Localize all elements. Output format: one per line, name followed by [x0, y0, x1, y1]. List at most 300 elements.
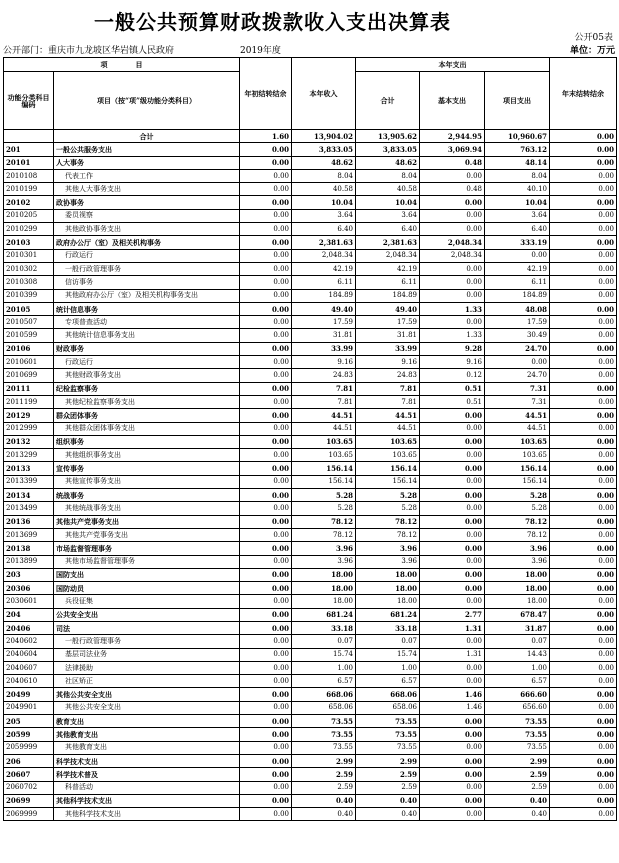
income-cell: 7.81	[292, 382, 356, 395]
end-balance-cell: 0.00	[550, 449, 617, 462]
subject-name-cell: 合计	[54, 130, 240, 143]
total-cell: 681.24	[356, 608, 420, 621]
end-balance-cell: 0.00	[550, 329, 617, 342]
total-cell: 44.51	[356, 422, 420, 435]
end-balance-cell: 0.00	[550, 489, 617, 502]
income-cell: 7.81	[292, 395, 356, 408]
project-expenditure-cell: 6.57	[485, 675, 550, 688]
subject-code-cell: 204	[4, 608, 54, 621]
income-cell: 3,833.05	[292, 143, 356, 156]
begin-balance-cell: 0.00	[240, 422, 292, 435]
end-balance-cell: 0.00	[550, 528, 617, 541]
subject-code-cell: 20102	[4, 196, 54, 209]
subject-name-cell: 统计信息事务	[54, 302, 240, 315]
total-cell: 78.12	[356, 528, 420, 541]
total-cell: 44.51	[356, 409, 420, 422]
subject-code-cell: 2040604	[4, 648, 54, 661]
total-cell: 9.16	[356, 356, 420, 369]
subject-name-header: 项目（按“项”级功能分类科目）	[54, 72, 240, 130]
basic-expenditure-cell: 0.00	[420, 449, 485, 462]
subject-code-cell: 201	[4, 143, 54, 156]
begin-balance-cell: 0.00	[240, 754, 292, 767]
income-header: 本年收入	[292, 58, 356, 130]
begin-balance-cell: 0.00	[240, 808, 292, 821]
income-cell: 49.40	[292, 302, 356, 315]
subject-name-cell: 其他纪检监察事务支出	[54, 395, 240, 408]
basic-expenditure-cell: 0.00	[420, 462, 485, 475]
basic-expenditure-cell: 0.00	[420, 754, 485, 767]
subject-code-cell: 2060702	[4, 781, 54, 794]
begin-balance-cell: 0.00	[240, 156, 292, 169]
income-cell: 8.04	[292, 169, 356, 182]
begin-balance-cell: 0.00	[240, 302, 292, 315]
project-expenditure-cell: 48.08	[485, 302, 550, 315]
total-cell: 6.40	[356, 223, 420, 236]
total-cell: 33.18	[356, 621, 420, 634]
basic-expenditure-cell: 0.00	[420, 568, 485, 581]
project-expenditure-cell: 18.00	[485, 568, 550, 581]
total-cell: 73.55	[356, 741, 420, 754]
income-cell: 33.99	[292, 342, 356, 355]
end-balance-cell: 0.00	[550, 595, 617, 608]
begin-balance-cell: 0.00	[240, 582, 292, 595]
total-cell: 103.65	[356, 449, 420, 462]
subject-name-cell: 公共安全支出	[54, 608, 240, 621]
project-expenditure-cell: 48.14	[485, 156, 550, 169]
end-balance-cell: 0.00	[550, 754, 617, 767]
total-cell: 5.28	[356, 502, 420, 515]
subject-name-cell: 其他共产党事务支出	[54, 515, 240, 528]
basic-expenditure-header: 基本支出	[420, 72, 485, 130]
basic-expenditure-cell: 0.00	[420, 196, 485, 209]
table-row	[4, 741, 617, 754]
total-cell: 73.55	[356, 728, 420, 741]
subject-name-cell: 行政运行	[54, 249, 240, 262]
basic-expenditure-cell: 0.00	[420, 794, 485, 807]
end-balance-cell: 0.00	[550, 236, 617, 249]
end-balance-cell: 0.00	[550, 435, 617, 448]
income-cell: 44.51	[292, 409, 356, 422]
table-row	[4, 582, 617, 595]
income-cell: 17.59	[292, 316, 356, 329]
income-cell: 33.18	[292, 621, 356, 634]
begin-balance-cell: 0.00	[240, 169, 292, 182]
total-cell: 33.99	[356, 342, 420, 355]
table-row	[4, 528, 617, 541]
basic-expenditure-cell: 0.00	[420, 223, 485, 236]
begin-balance-cell: 0.00	[240, 183, 292, 196]
total-cell: 31.81	[356, 329, 420, 342]
end-balance-cell: 0.00	[550, 515, 617, 528]
begin-balance-cell: 0.00	[240, 196, 292, 209]
income-cell: 73.55	[292, 741, 356, 754]
table-row	[4, 143, 617, 156]
income-cell: 13,904.02	[292, 130, 356, 143]
subject-name-cell: 其他群众团体事务支出	[54, 422, 240, 435]
end-balance-cell: 0.00	[550, 262, 617, 275]
end-balance-cell: 0.00	[550, 728, 617, 741]
begin-balance-cell: 0.00	[240, 449, 292, 462]
project-expenditure-cell: 103.65	[485, 435, 550, 448]
subject-code-cell: 20699	[4, 794, 54, 807]
project-header: 项 目	[4, 58, 240, 72]
table-row	[4, 435, 617, 448]
end-balance-cell: 0.00	[550, 209, 617, 222]
subject-code-cell: 20136	[4, 515, 54, 528]
begin-balance-cell: 0.00	[240, 675, 292, 688]
department-label: 公开部门：重庆市九龙坡区华岩镇人民政府	[3, 46, 175, 56]
basic-expenditure-cell: 0.00	[420, 276, 485, 289]
subject-name-cell: 法律援助	[54, 661, 240, 674]
income-cell: 0.40	[292, 808, 356, 821]
table-row	[4, 701, 617, 714]
table-row	[4, 209, 617, 222]
income-cell: 3.96	[292, 555, 356, 568]
table-row	[4, 635, 617, 648]
subject-code-cell: 20133	[4, 462, 54, 475]
project-expenditure-cell: 73.55	[485, 715, 550, 728]
basic-expenditure-cell: 2,944.95	[420, 130, 485, 143]
project-expenditure-cell: 10.04	[485, 196, 550, 209]
subject-code-cell: 20607	[4, 768, 54, 781]
end-balance-cell: 0.00	[550, 382, 617, 395]
project-expenditure-cell: 0.07	[485, 635, 550, 648]
end-balance-cell: 0.00	[550, 582, 617, 595]
begin-balance-cell: 0.00	[240, 502, 292, 515]
table-row	[4, 236, 617, 249]
basic-expenditure-cell: 2,048.34	[420, 249, 485, 262]
subject-code-cell: 2010699	[4, 369, 54, 382]
subject-code-cell: 20101	[4, 156, 54, 169]
table-row	[4, 462, 617, 475]
project-expenditure-cell: 73.55	[485, 741, 550, 754]
basic-expenditure-cell: 0.48	[420, 183, 485, 196]
end-balance-cell: 0.00	[550, 289, 617, 302]
table-row	[4, 169, 617, 182]
total-cell: 7.81	[356, 395, 420, 408]
begin-balance-cell: 0.00	[240, 688, 292, 701]
begin-balance-cell: 0.00	[240, 342, 292, 355]
begin-balance-cell: 1.60	[240, 130, 292, 143]
project-expenditure-cell: 5.28	[485, 502, 550, 515]
subject-name-cell: 人大事务	[54, 156, 240, 169]
project-expenditure-cell: 103.65	[485, 449, 550, 462]
subject-code-cell: 2013399	[4, 475, 54, 488]
income-cell: 3.96	[292, 542, 356, 555]
subject-code-cell: 2010308	[4, 276, 54, 289]
end-balance-cell: 0.00	[550, 568, 617, 581]
project-expenditure-cell: 8.04	[485, 169, 550, 182]
current-expenditure-header: 本年支出	[356, 58, 550, 72]
table-row	[4, 515, 617, 528]
total-cell: 2,048.34	[356, 249, 420, 262]
basic-expenditure-cell: 0.00	[420, 169, 485, 182]
total-cell: 0.40	[356, 808, 420, 821]
begin-balance-cell: 0.00	[240, 209, 292, 222]
total-cell: 1.00	[356, 661, 420, 674]
basic-expenditure-cell: 0.00	[420, 422, 485, 435]
table-body	[4, 130, 617, 821]
begin-balance-cell: 0.00	[240, 781, 292, 794]
income-cell: 5.28	[292, 489, 356, 502]
begin-balance-cell: 0.00	[240, 369, 292, 382]
subject-code-cell: 20138	[4, 542, 54, 555]
begin-balance-cell: 0.00	[240, 236, 292, 249]
table-row	[4, 808, 617, 821]
income-cell: 2.59	[292, 781, 356, 794]
income-cell: 0.40	[292, 794, 356, 807]
project-expenditure-cell: 14.43	[485, 648, 550, 661]
project-expenditure-cell: 184.89	[485, 289, 550, 302]
begin-balance-cell: 0.00	[240, 395, 292, 408]
table-row	[4, 595, 617, 608]
basic-expenditure-cell: 0.00	[420, 316, 485, 329]
begin-balance-cell: 0.00	[240, 276, 292, 289]
subject-code-cell: 2013299	[4, 449, 54, 462]
subject-code-cell: 205	[4, 715, 54, 728]
end-balance-cell: 0.00	[550, 196, 617, 209]
project-expenditure-cell: 656.60	[485, 701, 550, 714]
subject-name-cell: 科学技术普及	[54, 768, 240, 781]
begin-balance-cell: 0.00	[240, 382, 292, 395]
subject-code-cell: 20599	[4, 728, 54, 741]
basic-expenditure-cell: 1.46	[420, 688, 485, 701]
end-balance-cell: 0.00	[550, 661, 617, 674]
subject-name-cell: 宣传事务	[54, 462, 240, 475]
subject-name-cell: 基层司法业务	[54, 648, 240, 661]
begin-balance-cell: 0.00	[240, 701, 292, 714]
income-cell: 24.83	[292, 369, 356, 382]
total-header: 合计	[356, 72, 420, 130]
project-expenditure-cell: 3.96	[485, 555, 550, 568]
table-row	[4, 289, 617, 302]
income-cell: 48.62	[292, 156, 356, 169]
income-cell: 0.07	[292, 635, 356, 648]
basic-expenditure-cell: 0.51	[420, 395, 485, 408]
end-balance-cell: 0.00	[550, 316, 617, 329]
income-cell: 18.00	[292, 582, 356, 595]
end-balance-cell: 0.00	[550, 741, 617, 754]
project-expenditure-cell: 24.70	[485, 342, 550, 355]
basic-expenditure-cell: 1.31	[420, 621, 485, 634]
basic-expenditure-cell: 0.00	[420, 555, 485, 568]
begin-balance-cell: 0.00	[240, 595, 292, 608]
subject-name-cell: 专项普查活动	[54, 316, 240, 329]
subject-code-cell: 2010302	[4, 262, 54, 275]
subject-code-cell	[4, 130, 54, 143]
total-cell: 78.12	[356, 515, 420, 528]
end-balance-cell: 0.00	[550, 130, 617, 143]
begin-balance-cell: 0.00	[240, 223, 292, 236]
total-cell: 40.58	[356, 183, 420, 196]
subject-name-cell: 组织事务	[54, 435, 240, 448]
basic-expenditure-cell: 0.00	[420, 528, 485, 541]
table-row	[4, 688, 617, 701]
basic-expenditure-cell: 9.16	[420, 356, 485, 369]
end-balance-header: 年末结转结余	[550, 58, 617, 130]
basic-expenditure-cell: 0.00	[420, 489, 485, 502]
total-cell: 2,381.63	[356, 236, 420, 249]
table-row	[4, 316, 617, 329]
table-row	[4, 475, 617, 488]
project-expenditure-cell: 18.00	[485, 595, 550, 608]
subject-name-cell: 其他统计信息事务支出	[54, 329, 240, 342]
project-expenditure-cell: 6.11	[485, 276, 550, 289]
basic-expenditure-cell: 0.00	[420, 502, 485, 515]
project-expenditure-cell: 31.87	[485, 621, 550, 634]
total-cell: 0.07	[356, 635, 420, 648]
table-row	[4, 156, 617, 169]
subject-name-cell: 其他教育支出	[54, 728, 240, 741]
total-cell: 6.57	[356, 675, 420, 688]
subject-name-cell: 国防动员	[54, 582, 240, 595]
end-balance-cell: 0.00	[550, 781, 617, 794]
project-expenditure-cell: 30.49	[485, 329, 550, 342]
project-expenditure-cell: 5.28	[485, 489, 550, 502]
project-expenditure-cell: 0.40	[485, 808, 550, 821]
income-cell: 10.04	[292, 196, 356, 209]
end-balance-cell: 0.00	[550, 369, 617, 382]
end-balance-cell: 0.00	[550, 183, 617, 196]
subject-name-cell: 其他科学技术支出	[54, 794, 240, 807]
project-expenditure-cell: 78.12	[485, 528, 550, 541]
total-cell: 103.65	[356, 435, 420, 448]
total-cell: 42.19	[356, 262, 420, 275]
subject-name-cell: 其他教育支出	[54, 741, 240, 754]
begin-balance-cell: 0.00	[240, 475, 292, 488]
income-cell: 2.99	[292, 754, 356, 767]
subject-name-cell: 科普活动	[54, 781, 240, 794]
basic-expenditure-cell: 9.28	[420, 342, 485, 355]
subject-code-cell: 2012999	[4, 422, 54, 435]
begin-balance-cell: 0.00	[240, 542, 292, 555]
basic-expenditure-cell: 0.00	[420, 542, 485, 555]
end-balance-cell: 0.00	[550, 621, 617, 634]
subject-name-cell: 其他财政事务支出	[54, 369, 240, 382]
table-row	[4, 768, 617, 781]
income-cell: 156.14	[292, 475, 356, 488]
total-cell: 7.81	[356, 382, 420, 395]
table-row	[4, 342, 617, 355]
table-row	[4, 661, 617, 674]
table-row	[4, 675, 617, 688]
begin-balance-cell: 0.00	[240, 329, 292, 342]
table-row	[4, 621, 617, 634]
begin-balance-cell: 0.00	[240, 768, 292, 781]
end-balance-cell: 0.00	[550, 542, 617, 555]
end-balance-cell: 0.00	[550, 502, 617, 515]
table-row	[4, 422, 617, 435]
begin-balance-cell: 0.00	[240, 621, 292, 634]
subject-name-cell: 一般行政管理事务	[54, 262, 240, 275]
end-balance-cell: 0.00	[550, 688, 617, 701]
total-cell: 10.04	[356, 196, 420, 209]
begin-balance-cell: 0.00	[240, 555, 292, 568]
table-row	[4, 449, 617, 462]
income-cell: 15.74	[292, 648, 356, 661]
table-row	[4, 781, 617, 794]
end-balance-cell: 0.00	[550, 701, 617, 714]
begin-balance-cell: 0.00	[240, 661, 292, 674]
total-cell: 48.62	[356, 156, 420, 169]
table-row	[4, 794, 617, 807]
begin-balance-cell: 0.00	[240, 635, 292, 648]
subject-code-cell: 20111	[4, 382, 54, 395]
project-expenditure-cell: 17.59	[485, 316, 550, 329]
subject-code-header: 功能分类科目编码	[4, 72, 54, 130]
end-balance-cell: 0.00	[550, 475, 617, 488]
basic-expenditure-cell: 0.00	[420, 475, 485, 488]
table-row	[4, 542, 617, 555]
subject-code-cell: 2010205	[4, 209, 54, 222]
income-cell: 3.64	[292, 209, 356, 222]
subject-code-cell: 2010301	[4, 249, 54, 262]
table-row	[4, 502, 617, 515]
project-expenditure-cell: 78.12	[485, 515, 550, 528]
table-row	[4, 262, 617, 275]
table-row	[4, 754, 617, 767]
total-cell: 156.14	[356, 462, 420, 475]
table-row	[4, 223, 617, 236]
subject-name-cell: 财政事务	[54, 342, 240, 355]
table-row	[4, 555, 617, 568]
report-meta	[3, 43, 615, 56]
begin-balance-cell: 0.00	[240, 316, 292, 329]
table-row	[4, 369, 617, 382]
subject-name-cell: 信访事务	[54, 276, 240, 289]
project-expenditure-cell: 0.00	[485, 249, 550, 262]
income-cell: 5.28	[292, 502, 356, 515]
subject-name-cell: 其他组织事务支出	[54, 449, 240, 462]
subject-name-cell: 国防支出	[54, 568, 240, 581]
basic-expenditure-cell: 0.51	[420, 382, 485, 395]
subject-code-cell: 2010199	[4, 183, 54, 196]
begin-balance-header: 年初结转结余	[240, 58, 292, 130]
project-expenditure-cell: 7.31	[485, 382, 550, 395]
subject-code-cell: 2011199	[4, 395, 54, 408]
total-cell: 18.00	[356, 582, 420, 595]
subject-name-cell: 政府办公厅（室）及相关机构事务	[54, 236, 240, 249]
end-balance-cell: 0.00	[550, 143, 617, 156]
project-expenditure-cell: 24.70	[485, 369, 550, 382]
project-expenditure-cell: 6.40	[485, 223, 550, 236]
unit-label: 单位：万元	[569, 46, 615, 56]
basic-expenditure-cell: 0.48	[420, 156, 485, 169]
income-cell: 668.06	[292, 688, 356, 701]
end-balance-cell: 0.00	[550, 635, 617, 648]
table-row	[4, 183, 617, 196]
total-cell: 0.40	[356, 794, 420, 807]
subject-name-cell: 其他宣传事务支出	[54, 475, 240, 488]
total-cell: 13,905.62	[356, 130, 420, 143]
basic-expenditure-cell: 0.00	[420, 582, 485, 595]
basic-expenditure-cell: 0.00	[420, 715, 485, 728]
subject-name-cell: 教育支出	[54, 715, 240, 728]
income-cell: 42.19	[292, 262, 356, 275]
end-balance-cell: 0.00	[550, 249, 617, 262]
end-balance-cell: 0.00	[550, 715, 617, 728]
project-expenditure-cell: 7.31	[485, 395, 550, 408]
end-balance-cell: 0.00	[550, 794, 617, 807]
basic-expenditure-cell: 0.00	[420, 289, 485, 302]
begin-balance-cell: 0.00	[240, 741, 292, 754]
basic-expenditure-cell: 1.33	[420, 302, 485, 315]
basic-expenditure-cell: 0.00	[420, 768, 485, 781]
project-expenditure-cell: 156.14	[485, 475, 550, 488]
income-cell: 103.65	[292, 435, 356, 448]
project-expenditure-header: 项目支出	[485, 72, 550, 130]
subject-name-cell: 司法	[54, 621, 240, 634]
